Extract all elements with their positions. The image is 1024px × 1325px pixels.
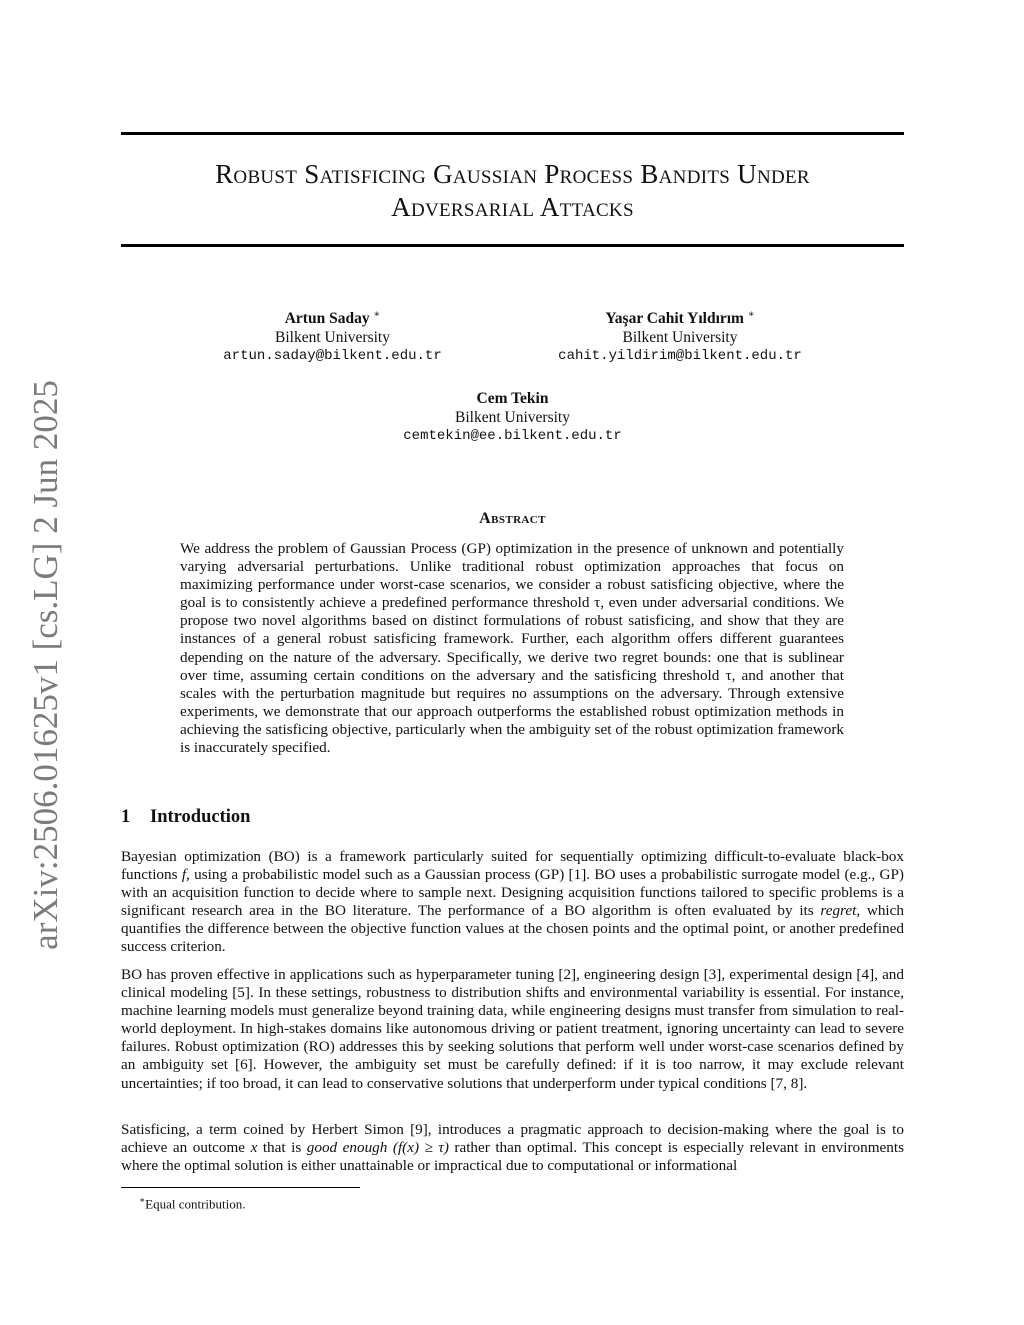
author-name: Yaşar Cahit Yıldırım (605, 310, 744, 328)
intro-paragraph-3 (121, 1121, 904, 1175)
paragraph-text: rather than optimal. This concept is especially relevant in environments where the optimal solution is either unattainable or impractical due to computational or informational (121, 1139, 904, 1175)
author-name: Cem Tekin (476, 390, 549, 407)
author-affiliation: Bilkent University (622, 329, 738, 347)
author-email[interactable]: artun.saday@bilkent.edu.tr (223, 348, 442, 365)
paragraph-text: Satisficing, a term coined by Herbert Simon [9], introduces a pragmatic approach to decision-making where the goal is to achieve an outcome (121, 1121, 904, 1157)
author-affiliation: Bilkent University (275, 329, 390, 347)
arxiv-identifier-stamp (20, 380, 72, 950)
author-affiliation: Bilkent University (455, 409, 570, 426)
emphasis-good-enough: good enough (306, 1139, 388, 1157)
paper-title-line-2: Adversarial Attacks (391, 192, 634, 222)
title-top-rule (121, 132, 904, 135)
author-name: Artun Saday (284, 310, 370, 328)
section-number: 1 (121, 807, 131, 827)
paragraph-text: , using a probabilistic model such as a Gaussian process (GP) [1]. BO uses a probabilistic surrogate model (e.g., GP) with an acquisition function to decide where to sample next. Designing acquisition functions tailored to specific problems is a significant research area in the BO literature. The performance of a BO algorithm is often evaluated by its (121, 866, 904, 920)
author-footnote-mark: ∗ (747, 309, 755, 320)
section-heading-introduction (121, 806, 250, 828)
section-title: Introduction (150, 807, 251, 827)
footnote-text: Equal contribution. (145, 1196, 246, 1212)
intro-paragraph-2: BO has proven effective in applications such as hyperparameter tuning [2], engineering design [3], experimental design [4], and clinical modeling [5]. In these settings, robustness to distribution shifts and environmental variability is essential. For instance, machine learning models must generalize beyond training data, while engineering designs must transfer from simulation to real-world deployment. In high-stakes domains like autonomous driving or patient treatment, ignoring uncertainty can lead to severe failures. Robust optimization (RO) addresses this by seeking solutions that perform well under worst-case scenarios defined by an ambiguity set [6]. However, the ambiguity set must be carefully defined: if it is too narrow, it may exclude relevant uncertainties; if too broad, it can lead to conservative solutions that underperform under typical conditions [7, 8]. (121, 966, 904, 1092)
math-symbol-f: f (181, 866, 187, 884)
intro-paragraph-1 (121, 848, 904, 957)
author-block-tekin (355, 389, 670, 446)
math-symbol-x: x (250, 1139, 258, 1157)
author-email[interactable]: cahit.yildirim@bilkent.edu.tr (558, 348, 802, 365)
emphasis-regret: regret (820, 902, 857, 920)
paragraph-text: , which quantifies the difference between the objective function values at the chosen points and the optimal point, or another predefined success criterion. (121, 902, 904, 956)
paper-title (121, 158, 904, 224)
footnote-mark: ∗ (139, 1195, 146, 1205)
author-block-saday (190, 305, 475, 366)
abstract-text: We address the problem of Gaussian Process (GP) optimization in the presence of unknown and potentially varying adversarial perturbations. Unlike traditional robust optimization approaches that focus on maximizing performance under worst-case scenarios, we consider a robust satisficing objective, where the goal is to consistently achieve a predefined performance threshold τ, even under adversarial conditions. We propose two novel algorithms based on distinct formulations of robust satisficing, and show that they are instances of a general robust satisficing framework. Further, each algorithm offers different guarantees depending on the nature of the adversary. Specifically, we derive two regret bounds: one that is sublinear over time, assuming certain conditions on the adversary and the satisficing threshold τ, and another that scales with the perturbation magnitude but requires no assumptions on the adversary. Through extensive experiments, we demonstrate that our approach outperforms the established robust optimization methods in achieving the satisficing objective, particularly when the ambiguity set of the robust optimization framework is inaccurately specified. (180, 540, 844, 757)
title-bottom-rule (121, 244, 904, 247)
footnote (139, 1192, 246, 1212)
abstract-heading: Abstract (479, 510, 546, 527)
author-footnote-mark: ∗ (373, 309, 381, 320)
author-email[interactable]: cemtekin@ee.bilkent.edu.tr (403, 428, 622, 444)
arxiv-identifier-text: arXiv:2506.01625v1 [cs.LG] 2 Jun 2025 (26, 380, 65, 950)
paragraph-text: Bayesian optimization (BO) is a framework particularly suited for sequentially optimizing difficult-to-evaluate black-box functions (121, 848, 904, 884)
paper-title-line-1: Robust Satisficing Gaussian Process Bandits Under (215, 159, 810, 189)
math-formula: (f(x) ≥ τ) (387, 1139, 449, 1157)
paragraph-text: that is (257, 1139, 307, 1157)
footnote-rule (121, 1187, 360, 1188)
author-block-yildirim (535, 305, 825, 366)
